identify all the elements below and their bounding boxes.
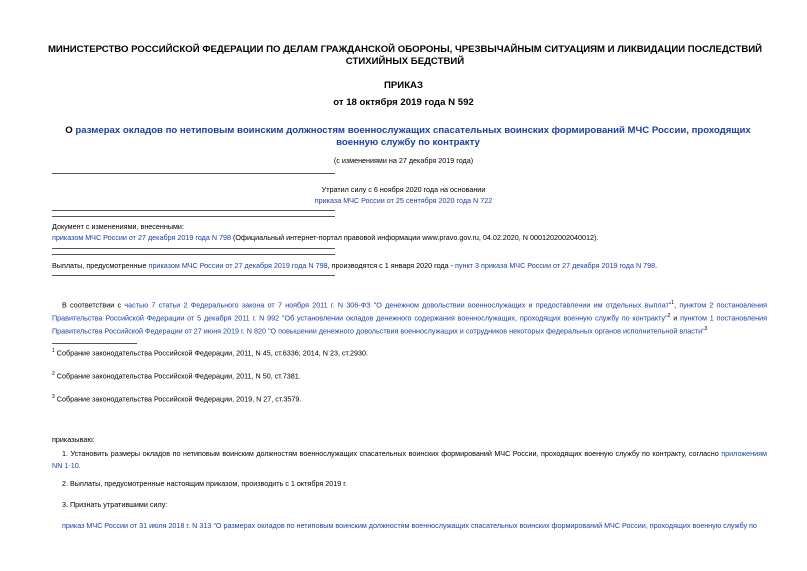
item-2: 2. Выплаты, предусмотренные настоящим приказом, производить с 1 октября 2019 г. [62,479,347,488]
footnote-divider [52,343,137,344]
payments-link-1[interactable]: приказом МЧС России от 27 декабря 2019 года N 798 [148,261,328,270]
item-1-text: 1. Установить размеры окладов по нетиповым воинским должностям военнослужащих спасательных воинских формирований МЧС России, проходящих военную службу по контракту, согласно [62,449,722,458]
footnote-ref-2[interactable]: 2 [667,312,671,319]
amended-note: (с изменениями на 27 декабря 2019 года) [333,156,474,165]
title-prefix: О [65,125,76,136]
divider [52,254,335,255]
lost-force-link[interactable]: приказа МЧС России от 25 сентября 2020 года N 722 [314,196,493,205]
footnote-ref-3[interactable]: 3 [704,325,708,332]
divider [52,210,335,211]
title-link[interactable]: размерах окладов по нетиповым воинским должностям военнослужащих спасательных воинских формирований МЧС России, проходящих военную службу по контракту [75,125,751,148]
appendix-link[interactable]: приложениям NN 1-10 [52,449,767,470]
preamble-text: В соответствии с [62,300,125,310]
payments-text: , производятся с 1 января 2020 года - [327,261,455,270]
payments-note [52,261,772,271]
footnote-1 [52,346,752,358]
footnote-text: Собрание законодательства Российской Федерации, 2011, N 45, ст.6336; 2014, N 23, ст.2930. [56,348,369,358]
item-1-end: . [78,460,81,470]
footnote-text: Собрание законодательства Российской Федерации, 2011, N 50, ст.7381. [56,371,301,381]
changes-link[interactable]: приказом МЧС России от 27 декабря 2019 года N 798 [52,233,232,242]
preamble-link-1[interactable]: частью 7 статьи 2 Федерального закона от 7 ноября 2011 г. N 306-ФЗ "О денежном довольствии военнослужащих и предоставлении им отдельных выплат" [124,300,672,310]
payments-text: . [655,261,658,270]
payments-text: Выплаты, предусмотренные [52,261,149,270]
item-1 [52,448,767,471]
document-date-number: от 18 октября 2019 года N 592 [333,97,474,108]
payments-link-2[interactable]: пункт 3 приказа МЧС России от 27 декабря 2019 года N 798 [455,261,656,270]
ministry-heading: МИНИСТЕРСТВО РОССИЙСКОЙ ФЕДЕРАЦИИ ПО ДЕЛАМ ГРАЖДАНСКОЙ ОБОРОНЫ, ЧРЕЗВЫЧАЙНЫМ СИТУАЦИЯМ И ЛИКВИДАЦИИ ПОСЛЕДСТВИЙ СТИХИЙНЫХ БЕДСТВИЙ [47,44,763,67]
divider [52,173,335,174]
divider [52,275,335,276]
footnote-number: 1 [52,348,55,354]
preamble-text: , [674,300,680,310]
preamble-link-2[interactable]: пунктом 2 постановления Правительства Российской Федерации от 5 декабря 2011 г. N 992 "Об установлении окладов денежного содержания военнослужащих, проходящих военную службу по контракту" [52,300,768,323]
footnote-number: 2 [52,371,55,377]
changes-line [52,233,772,243]
document-type: ПРИКАЗ [384,80,423,91]
preamble-paragraph [52,298,767,337]
preamble-link-3[interactable]: пунктом 1 постановления Правительства Российской Федерации от 27 июня 2019 г. N 820 "О повышении денежного довольствия военнослужащих и сотрудников некоторых федеральных органов исполнительной власти" [52,313,767,336]
footnote-3 [52,392,752,404]
divider [52,248,335,249]
footnote-text: Собрание законодательства Российской Федерации, 2019, N 27, ст.3579. [56,394,302,404]
changes-rest: (Официальный интернет-портал правовой информации www.pravo.gov.ru, 04.02.2020, N 0001202002040012). [231,233,599,242]
preamble-text: и [670,313,681,323]
divider [52,216,335,217]
lost-force-note: Утратил силу с 6 ноября 2020 года на основании [321,185,486,194]
footnote-number: 3 [52,394,55,400]
document-title [52,125,764,149]
repealed-order-link[interactable]: приказ МЧС России от 31 июля 2018 г. N 313 "О размерах окладов по нетиповым воинским должностям военнослужащих спасательных воинских формирований МЧС России, проходящих военную службу по [62,521,757,530]
footnote-ref-1[interactable]: 1 [671,300,675,306]
order-word: приказываю: [52,435,95,444]
changes-intro: Документ с изменениями, внесенными: [52,222,184,231]
item-3: 3. Признать утратившими силу: [62,500,168,509]
footnote-2 [52,369,752,381]
